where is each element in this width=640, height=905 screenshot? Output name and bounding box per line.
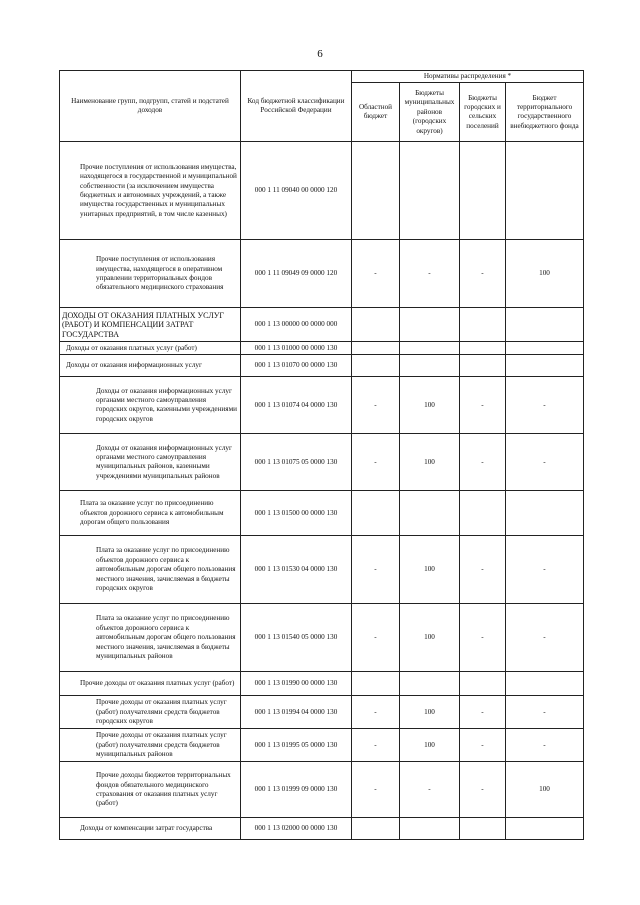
table-row: [60, 818, 584, 840]
table-row: [60, 729, 584, 762]
row-code: 000 1 13 01540 05 0000 130: [241, 604, 352, 672]
table-row: [60, 434, 584, 491]
row-value-regional: -: [352, 762, 400, 818]
table-row: [60, 672, 584, 696]
row-value-settlements: -: [460, 240, 506, 308]
row-value-districts: -: [400, 762, 460, 818]
row-name: Прочие поступления от использования имущества, находящегося в оперативном управлении территориальных фондов обязательного медицинского страхования: [60, 240, 241, 308]
row-name: Доходы от оказания информационных услуг органами местного самоуправления муниципальных районов, казенными учреждениями муниципальных районов: [60, 434, 241, 491]
row-value-regional: -: [352, 434, 400, 491]
table-row: [60, 536, 584, 604]
row-value-settlements: -: [460, 762, 506, 818]
row-value-districts: 100: [400, 729, 460, 762]
row-value-fund: 100: [506, 240, 584, 308]
row-value-districts: 100: [400, 377, 460, 434]
row-value-fund: -: [506, 434, 584, 491]
row-value-districts: 100: [400, 536, 460, 604]
row-code: 000 1 11 09040 00 0000 120: [241, 142, 352, 240]
row-code: 000 1 13 01995 05 0000 130: [241, 729, 352, 762]
row-value-fund: 100: [506, 762, 584, 818]
table-row: [60, 240, 584, 308]
row-value-settlements: [460, 308, 506, 342]
row-name: Прочие поступления от использования имущества, находящегося в государственной и муниципальной собственности (за исключением имущества бюджетных и автономных учреждений, а также имущества государственных и муниципальных унитарных предприятий, в том числе казенных): [60, 142, 241, 240]
table-row: [60, 491, 584, 536]
row-value-regional: [352, 491, 400, 536]
row-value-districts: [400, 142, 460, 240]
page-number: 6: [317, 48, 323, 60]
header-municipal-districts: Бюджеты муниципальных районов (городских округов): [400, 83, 460, 142]
row-code: 000 1 13 01530 04 0000 130: [241, 536, 352, 604]
row-name: Доходы от компенсации затрат государства: [60, 818, 241, 840]
row-name: Прочие доходы от оказания платных услуг (работ): [60, 672, 241, 696]
row-name: Доходы от оказания информационных услуг: [60, 355, 241, 377]
row-value-regional: [352, 818, 400, 840]
row-code: 000 1 13 01075 05 0000 130: [241, 434, 352, 491]
row-value-regional: [352, 308, 400, 342]
row-value-settlements: -: [460, 696, 506, 729]
row-value-regional: -: [352, 696, 400, 729]
row-value-districts: [400, 818, 460, 840]
row-code: 000 1 13 02000 00 0000 130: [241, 818, 352, 840]
row-value-fund: [506, 818, 584, 840]
row-value-settlements: -: [460, 729, 506, 762]
table-row: [60, 308, 584, 342]
row-value-districts: [400, 491, 460, 536]
row-value-districts: 100: [400, 696, 460, 729]
header-name-column: Наименование групп, подгрупп, статей и подстатей доходов: [60, 71, 241, 142]
row-code: 000 1 13 01070 00 0000 130: [241, 355, 352, 377]
row-value-settlements: [460, 142, 506, 240]
table-row: [60, 342, 584, 355]
row-value-fund: [506, 491, 584, 536]
row-name: Прочие доходы от оказания платных услуг (работ) получателями средств бюджетов муниципальных районов: [60, 729, 241, 762]
row-value-fund: -: [506, 536, 584, 604]
row-code: 000 1 13 01994 04 0000 130: [241, 696, 352, 729]
row-code: 000 1 13 01990 00 0000 130: [241, 672, 352, 696]
budget-distribution-table: [59, 70, 584, 840]
row-value-settlements: [460, 342, 506, 355]
table-row: [60, 696, 584, 729]
row-value-fund: -: [506, 604, 584, 672]
row-value-regional: -: [352, 729, 400, 762]
row-value-regional: -: [352, 604, 400, 672]
header-territorial-fund: Бюджет территориального государственного внебюджетного фонда: [506, 83, 584, 142]
row-value-regional: -: [352, 536, 400, 604]
row-code: 000 1 11 09049 09 0000 120: [241, 240, 352, 308]
row-name: Плата за оказание услуг по присоединению объектов дорожного сервиса к автомобильным дорогам общего пользования: [60, 491, 241, 536]
header-regional-budget: Областной бюджет: [352, 83, 400, 142]
row-code: 000 1 13 01000 00 0000 130: [241, 342, 352, 355]
row-value-districts: [400, 672, 460, 696]
row-value-districts: [400, 308, 460, 342]
row-code: 000 1 13 01074 04 0000 130: [241, 377, 352, 434]
row-value-regional: [352, 142, 400, 240]
row-name: Плата за оказание услуг по присоединению объектов дорожного сервиса к автомобильным дорогам общего пользования местного значения, зачисляемая в бюджеты муниципальных районов: [60, 604, 241, 672]
row-value-regional: -: [352, 377, 400, 434]
header-settlements: Бюджеты городских и сельских поселений: [460, 83, 506, 142]
row-name: Доходы от оказания информационных услуг органами местного самоуправления городских округов, казенными учреждениями городских округов: [60, 377, 241, 434]
row-value-fund: -: [506, 696, 584, 729]
row-value-districts: 100: [400, 604, 460, 672]
row-name: ДОХОДЫ ОТ ОКАЗАНИЯ ПЛАТНЫХ УСЛУГ (РАБОТ) И КОМПЕНСАЦИИ ЗАТРАТ ГОСУДАРСТВА: [60, 308, 241, 342]
row-value-settlements: -: [460, 434, 506, 491]
row-value-settlements: [460, 818, 506, 840]
row-code: 000 1 13 01999 09 0000 130: [241, 762, 352, 818]
table-row: [60, 142, 584, 240]
row-name: Доходы от оказания платных услуг (работ): [60, 342, 241, 355]
row-value-districts: 100: [400, 434, 460, 491]
row-value-regional: [352, 342, 400, 355]
row-value-fund: [506, 308, 584, 342]
row-value-regional: -: [352, 240, 400, 308]
row-value-settlements: -: [460, 377, 506, 434]
row-value-fund: [506, 142, 584, 240]
row-value-regional: [352, 355, 400, 377]
row-value-fund: [506, 342, 584, 355]
row-name: Прочие доходы от оказания платных услуг (работ) получателями средств бюджетов городских округов: [60, 696, 241, 729]
row-value-settlements: [460, 672, 506, 696]
table-header-row: [60, 71, 584, 83]
row-value-districts: [400, 342, 460, 355]
row-value-settlements: -: [460, 536, 506, 604]
row-value-districts: [400, 355, 460, 377]
row-code: 000 1 13 00000 00 0000 000: [241, 308, 352, 342]
row-value-fund: -: [506, 377, 584, 434]
table-row: [60, 355, 584, 377]
row-value-fund: [506, 672, 584, 696]
table-row: [60, 377, 584, 434]
row-value-settlements: -: [460, 604, 506, 672]
row-code: 000 1 13 01500 00 0000 130: [241, 491, 352, 536]
row-value-districts: -: [400, 240, 460, 308]
table-row: [60, 762, 584, 818]
row-value-fund: [506, 355, 584, 377]
row-name: Плата за оказание услуг по присоединению объектов дорожного сервиса к автомобильным дорогам общего пользования местного значения, зачисляемая в бюджеты городских округов: [60, 536, 241, 604]
row-value-settlements: [460, 491, 506, 536]
row-value-settlements: [460, 355, 506, 377]
row-value-regional: [352, 672, 400, 696]
row-name: Прочие доходы бюджетов территориальных фондов обязательного медицинского страхования от оказания платных услуг (работ): [60, 762, 241, 818]
header-code-column: Код бюджетной классификации Российской Федерации: [241, 71, 352, 142]
row-value-fund: -: [506, 729, 584, 762]
header-norms: Нормативы распределения *: [352, 71, 584, 83]
table-row: [60, 604, 584, 672]
